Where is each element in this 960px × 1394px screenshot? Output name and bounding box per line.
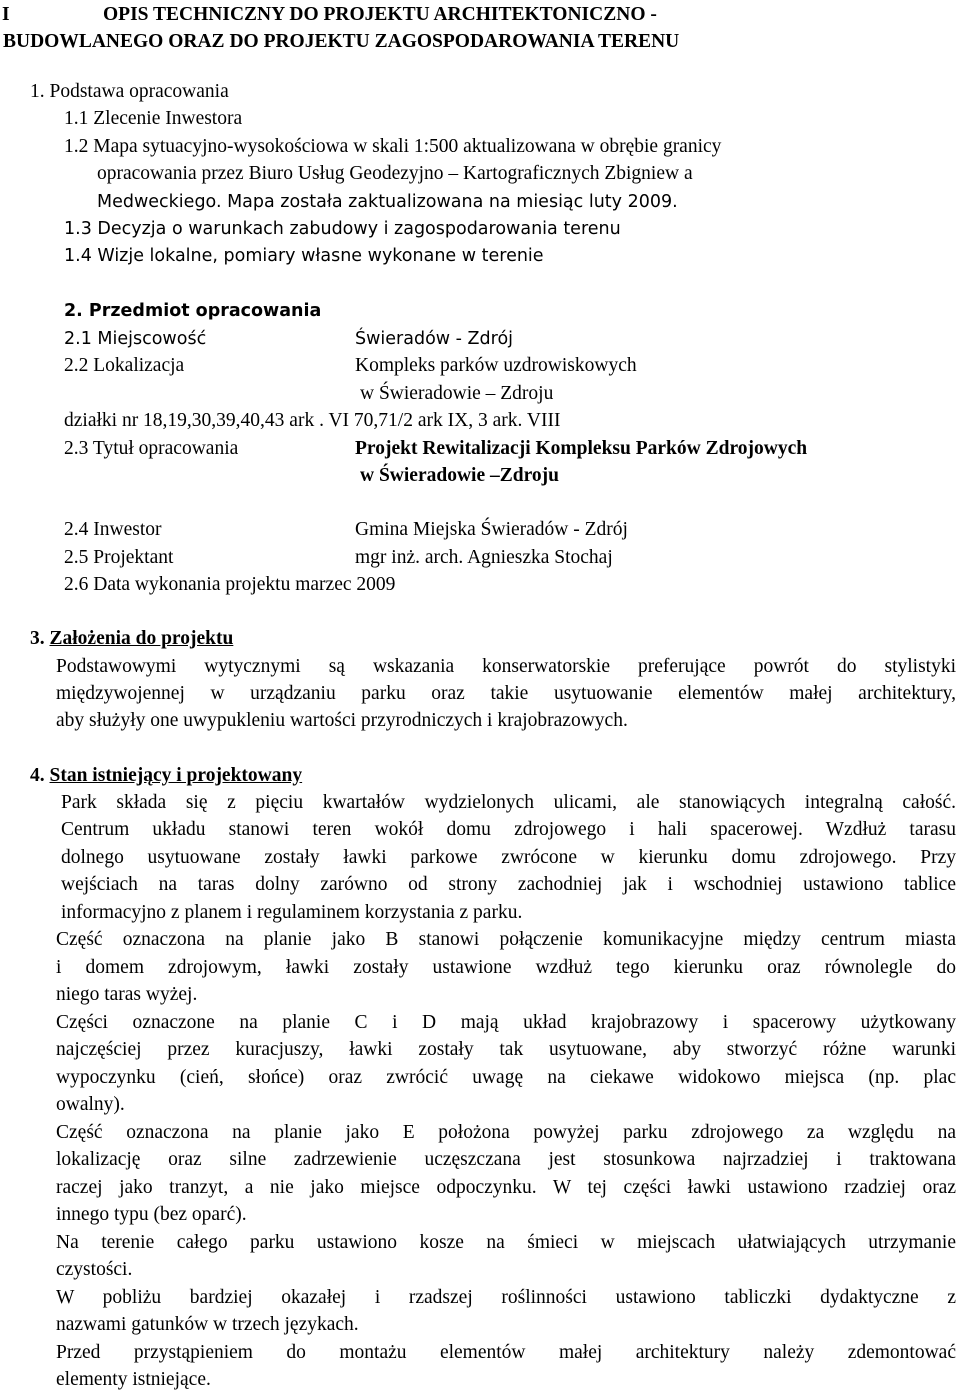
section-4-line: czystości.: [56, 1259, 133, 1280]
item-2-3-label: 2.3 Tytuł opracowania: [64, 438, 239, 459]
item-2-4-label: 2.4 Inwestor: [64, 519, 162, 540]
section-4-line: Przed przystąpieniem do montażu elementów małej architektury należy zdemontować: [56, 1342, 956, 1363]
section-3-paragraph-line-1: Podstawowymi wytycznymi są wskazania konserwatorskie preferujące powrót do stylistyki: [56, 656, 956, 677]
item-2-4-value: Gmina Miejska Świeradów - Zdrój: [355, 519, 628, 540]
section-roman-numeral: I: [2, 4, 10, 25]
section-4-line: niego taras wyżej.: [56, 984, 198, 1005]
item-2-2-value-line-2: w Świeradowie – Zdroju: [360, 383, 554, 404]
item-2-1-label: 2.1 Miejscowość: [64, 329, 207, 349]
section-4-heading: [30, 764, 302, 788]
section-3-number: 3.: [30, 628, 50, 649]
section-3-heading: [30, 627, 233, 651]
section-1-heading: 1. Podstawa opracowania: [30, 81, 229, 102]
section-3-paragraph-line-3: aby służyły one uwypukleniu wartości przyrodniczych i krajobrazowych.: [56, 710, 628, 731]
section-4-line: Części oznaczone na planie C i D mają układ krajobrazowy i spacerowy użytkowany: [56, 1012, 956, 1033]
section-4-line: Część oznaczona na planie jako E położona powyżej parku zdrojowego za względu na: [56, 1122, 956, 1143]
section-4-line: raczej jako tranzyt, a nie jako miejsce odpoczynku. W tej części ławki ustawiono rzadziej oraz: [56, 1177, 956, 1198]
section-4-line: Park składa się z pięciu kwartałów wydzielonych ulicami, ale stanowiących integralną całość.: [61, 792, 956, 813]
item-1-2-line-3: Medweckiego. Mapa została zaktualizowana na miesiąc luty 2009.: [97, 192, 678, 212]
document-title-line-1: OPIS TECHNICZNY DO PROJEKTU ARCHITEKTONICZNO -: [103, 4, 657, 25]
section-4-line: W pobliżu bardziej okazałej i rzadszej roślinności ustawiono tabliczki dydaktyczne z: [56, 1287, 956, 1308]
item-1-2-line-1: 1.2 Mapa sytuacyjno-wysokościowa w skali 1:500 aktualizowana w obrębie granicy: [64, 136, 722, 157]
item-1-2-line-2: opracowania przez Biuro Usług Geodezyjno – Kartograficznych Zbigniew a: [97, 163, 693, 184]
item-1-4: 1.4 Wizje lokalne, pomiary własne wykonane w terenie: [64, 246, 544, 266]
section-4-line: dolnego usytuowane zostały ławki parkowe zwrócone w kierunku domu zdrojowego. Przy: [61, 847, 956, 868]
section-4-line: informacyjno z planem i regulaminem korzystania z parku.: [61, 902, 523, 923]
section-4-line: najczęściej przez kuracjuszy, ławki zostały tak usytuowane, aby stworzyć różne warunki: [56, 1039, 956, 1060]
item-1-1: 1.1 Zlecenie Inwestora: [64, 108, 243, 129]
item-2-6: 2.6 Data wykonania projektu marzec 2009: [64, 574, 396, 595]
item-2-5-value: mgr inż. arch. Agnieszka Stochaj: [355, 547, 613, 568]
section-4-line: owalny).: [56, 1094, 125, 1115]
item-2-2-value: Kompleks parków uzdrowiskowych: [355, 355, 637, 376]
item-2-3-value: Projekt Rewitalizacji Kompleksu Parków Zdrojowych: [355, 438, 808, 459]
document-title-line-2: BUDOWLANEGO ORAZ DO PROJEKTU ZAGOSPODAROWANIA TERENU: [3, 31, 680, 52]
section-3-title: Założenia do projektu: [49, 628, 234, 649]
section-3-paragraph-line-2: międzywojennej w urządzaniu parku oraz takie usytuowanie elementów małej architektury,: [56, 683, 956, 704]
section-4-line: i domem zdrojowym, ławki zostały ustawione wzdłuż tego kierunku oraz równolegle do: [56, 957, 956, 978]
item-2-3-value-line-2: w Świeradowie –Zdroju: [360, 465, 559, 486]
section-4-line: nazwami gatunków w trzech językach.: [56, 1314, 359, 1335]
section-4-line: Centrum układu stanowi teren wokół domu zdrojowego i hali spacerowej. Wzdłuż tarasu: [61, 819, 956, 840]
section-4-number: 4.: [30, 765, 50, 786]
section-4-line: wypoczynku (cień, słońce) oraz zwrócić uwagę na ciekawe widokowo miejsca (np. plac: [56, 1067, 956, 1088]
section-4-line: Część oznaczona na planie jako B stanowi połączenie komunikacyjne między centrum miasta: [56, 929, 956, 950]
section-4-line: innego typu (bez oparć).: [56, 1204, 247, 1225]
item-2-5-label: 2.5 Projektant: [64, 547, 174, 568]
section-4-line: lokalizację oraz silne zadrzewienie uczęszczana jest stosunkowa najrzadziej i traktowana: [56, 1149, 956, 1170]
section-2-heading: 2. Przedmiot opracowania: [64, 301, 322, 321]
section-4-line: elementy istniejące.: [56, 1369, 211, 1390]
section-4-title: Stan istniejący i projektowany: [49, 765, 303, 786]
item-1-3: 1.3 Decyzja o warunkach zabudowy i zagospodarowania terenu: [64, 219, 621, 239]
item-2-2-plots: działki nr 18,19,30,39,40,43 ark . VI 70,71/2 ark IX, 3 ark. VIII: [64, 410, 561, 431]
section-4-line: Na terenie całego parku ustawiono kosze na śmieci w miejscach ułatwiających utrzymanie: [56, 1232, 956, 1253]
item-2-2-label: 2.2 Lokalizacja: [64, 355, 185, 376]
section-4-line: wejściach na taras dolny zarówno od strony zachodniej jak i wschodniej ustawiono tablice: [61, 874, 956, 895]
item-2-1-value: Świeradów - Zdrój: [355, 329, 514, 349]
